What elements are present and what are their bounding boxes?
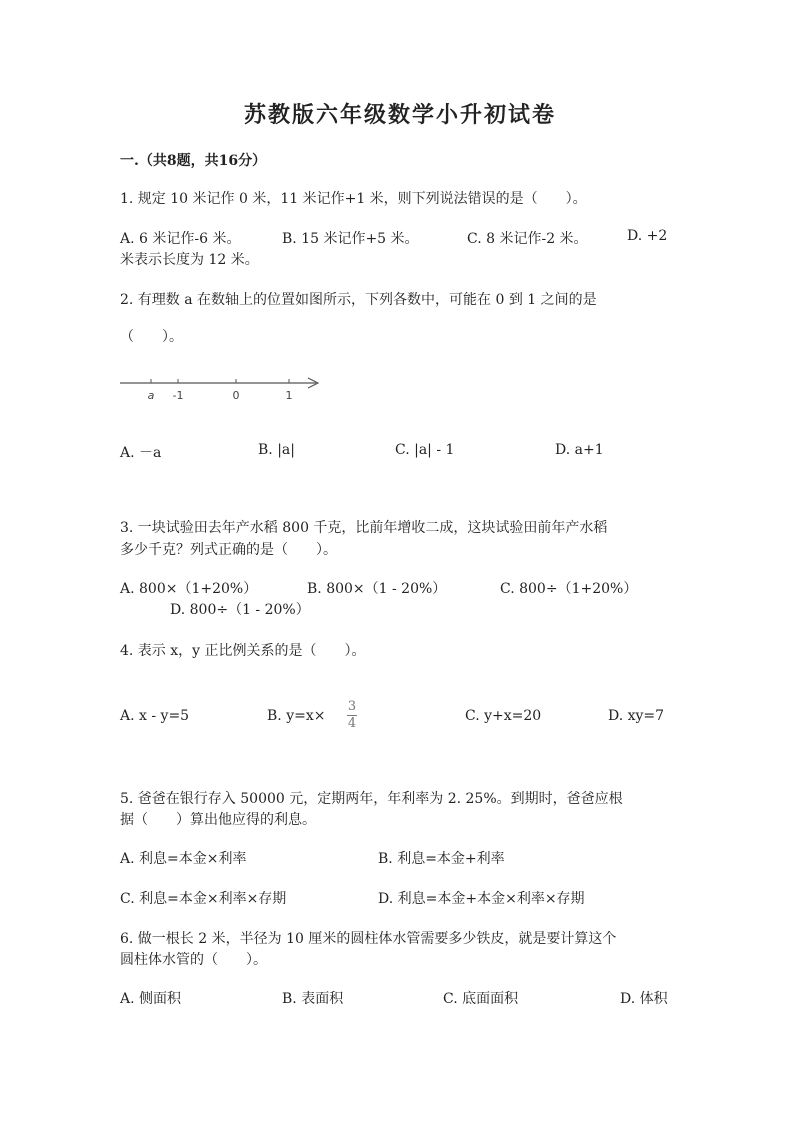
q4-option-a: A. x - y=5: [120, 708, 190, 724]
q5-option-d: D. 利息=本金+本金×利率×存期: [378, 891, 585, 907]
q2-option-b: B. |a|: [258, 442, 295, 458]
q6-option-a: A. 侧面积: [120, 991, 182, 1007]
q2-option-a: A. －a: [120, 445, 162, 461]
fraction-numerator: 3: [347, 699, 357, 714]
q3-option-b: B. 800×（1 - 20%）: [307, 581, 447, 597]
label-a: a: [147, 389, 155, 402]
q5-option-b: B. 利息=本金+利率: [378, 851, 505, 867]
q2-stem: 2. 有理数 a 在数轴上的位置如图所示，下列各数中，可能在 0 到 1 之间的是: [120, 292, 597, 308]
q5-option-a: A. 利息=本金×利率: [120, 851, 247, 867]
q6-option-b: B. 表面积: [282, 991, 344, 1007]
q3-option-c: C. 800÷（1+20%）: [500, 581, 638, 597]
q2-stem-cont: （ ）。: [120, 329, 183, 345]
q2-option-d: D. a+1: [555, 442, 604, 458]
q1-option-d: D. +2: [627, 228, 668, 244]
q1-option-a: A. 6 米记作-6 米。: [120, 231, 241, 247]
q3-option-a: A. 800×（1+20%）: [120, 581, 258, 597]
q3-stem-cont: 多少千克？列式正确的是（ ）。: [120, 542, 337, 558]
label-zero: 0: [232, 389, 240, 402]
q5-option-c: C. 利息=本金×利率×存期: [120, 891, 287, 907]
q4-stem: 4. 表示 x，y 正比例关系的是（ ）。: [120, 643, 366, 659]
q1-option-c: C. 8 米记作-2 米。: [467, 231, 588, 247]
q5-stem-cont: 据（ ）算出他应得的利息。: [120, 812, 316, 828]
fraction-denominator: 4: [347, 715, 357, 731]
q6-option-c: C. 底面面积: [443, 991, 519, 1007]
q1-option-b: B. 15 米记作+5 米。: [282, 231, 419, 247]
number-line: [118, 370, 328, 406]
label-one: 1: [285, 389, 293, 402]
q2-option-c: C. |a| - 1: [395, 442, 455, 458]
q6-stem-cont: 圆柱体水管的（ ）。: [120, 952, 267, 968]
label-neg1: -1: [172, 389, 184, 402]
q4-option-c: C. y+x=20: [465, 708, 542, 724]
q1-option-d-cont: 米表示长度为 12 米。: [120, 252, 259, 268]
q4-option-d: D. xy=7: [608, 708, 665, 724]
q5-stem: 5. 爸爸在银行存入 50000 元，定期两年，年利率为 2. 25%。到期时，爸爸应根: [120, 791, 623, 807]
q6-option-d: D. 体积: [620, 991, 668, 1007]
q3-option-d: D. 800÷（1 - 20%）: [170, 602, 310, 618]
q1-stem: 1. 规定 10 米记作 0 米，11 米记作+1 米，则下列说法错误的是（ ）。: [120, 191, 587, 207]
page-title: 苏教版六年级数学小升初试卷: [243, 102, 556, 128]
q6-stem: 6. 做一根长 2 米，半径为 10 厘米的圆柱体水管需要多少铁皮，就是要计算这个: [120, 931, 617, 947]
section-header: 一.（共8题，共16分）: [120, 153, 267, 169]
q4-fraction: [347, 700, 357, 730]
q3-stem: 3. 一块试验田去年产水稻 800 千克，比前年增收二成，这块试验田前年产水稻: [120, 520, 608, 536]
q4-option-b: B. y=x×: [267, 708, 326, 724]
